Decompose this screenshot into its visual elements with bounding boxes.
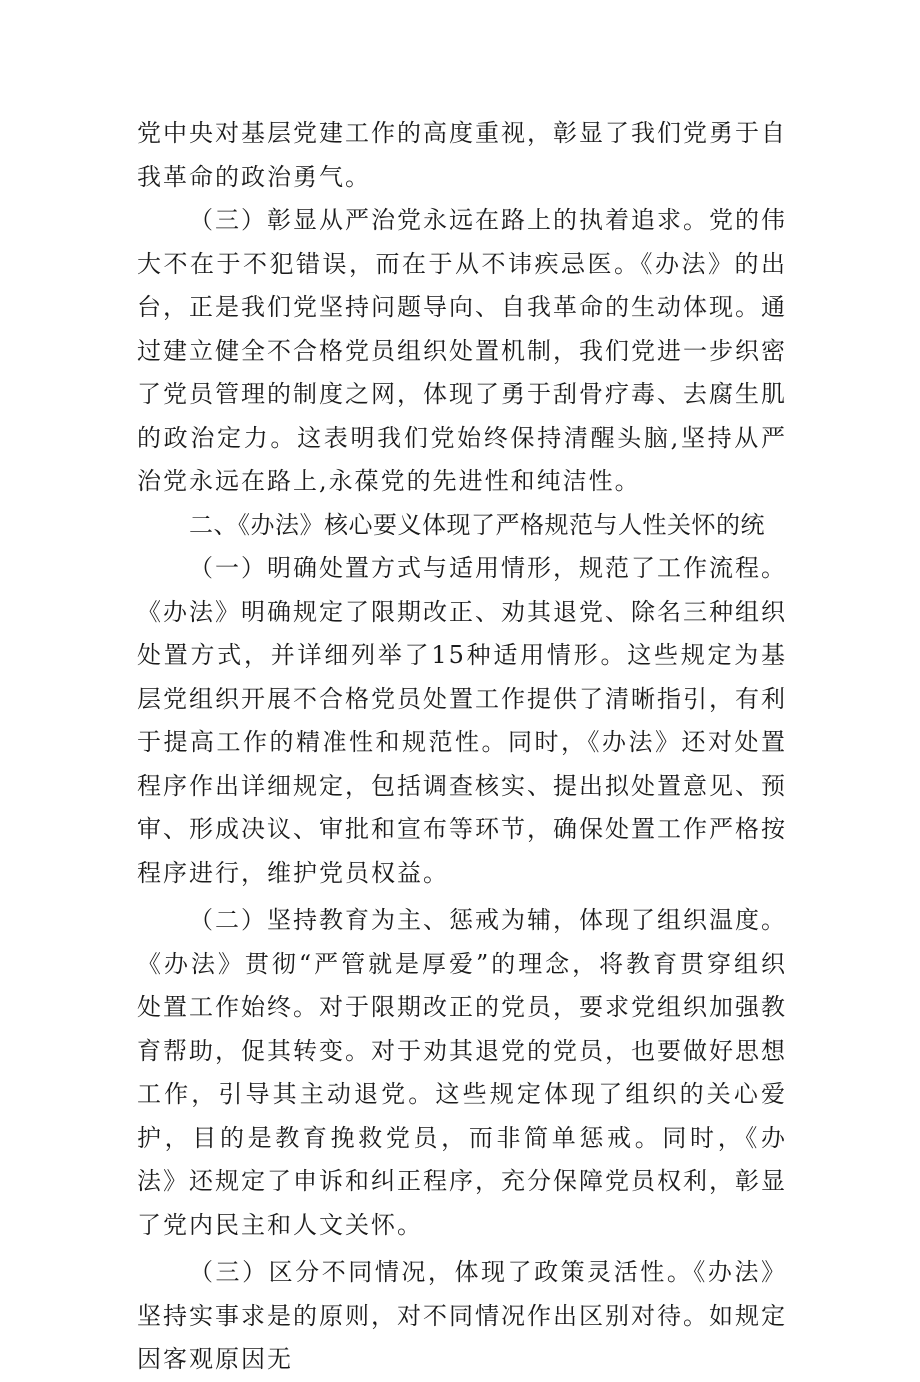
document-body: [137, 112, 787, 1382]
paragraph-subsection-two: （二）坚持教育为主、惩戒为辅，体现了组织温度。《办法》贯彻“严管就是厚爱”的理念，将教育贯穿组织处置工作始终。对于限期改正的党员，要求党组织加强教育帮助，促其转变。对于劝其退党的党员，也要做好思想工作，引导其主动退党。这些规定体现了组织的关心爱护，目的是教育挽救党员，而非简单惩戒。同时，《办法》还规定了申诉和纠正程序，充分保障党员权利，彰显了党内民主和人文关怀。: [137, 906, 787, 1239]
paragraph-subsection-three: （三）区分不同情况，体现了政策灵活性。《办法》坚持实事求是的原则，对不同情况作出区别对待。如规定因客观原因无: [137, 1258, 787, 1373]
section-heading-two: 二、《办法》核心要义体现了严格规范与人性关怀的统: [189, 510, 765, 539]
paragraph-subsection-one: （一）明确处置方式与适用情形，规范了工作流程。《办法》明确规定了限期改正、劝其退党、除名三种组织处置方式，并详细列举了15种适用情形。这些规定为基层党组织开展不合格党员处置工作提供了清晰指引，有利于提高工作的精准性和规范性。同时，《办法》还对处置程序作出详细规定，包括调查核实、提出拟处置意见、预审、形成决议、审批和宣布等环节，确保处置工作严格按程序进行，维护党员权益。: [137, 554, 787, 887]
paragraph-continuation: 党中央对基层党建工作的高度重视，彰显了我们党勇于自我革命的政治勇气。: [137, 119, 787, 191]
paragraph-section-three: （三）彰显从严治党永远在路上的执着追求。党的伟大不在于不犯错误，而在于从不讳疾忌医。《办法》的出台，正是我们党坚持问题导向、自我革命的生动体现。通过建立健全不合格党员组织处置机制，我们党进一步织密了党员管理的制度之网，体现了勇于刮骨疗毒、去腐生肌的政治定力。这表明我们党始终保持清醒头脑,坚持从严治党永远在路上,永葆党的先进性和纯洁性。: [137, 206, 787, 495]
